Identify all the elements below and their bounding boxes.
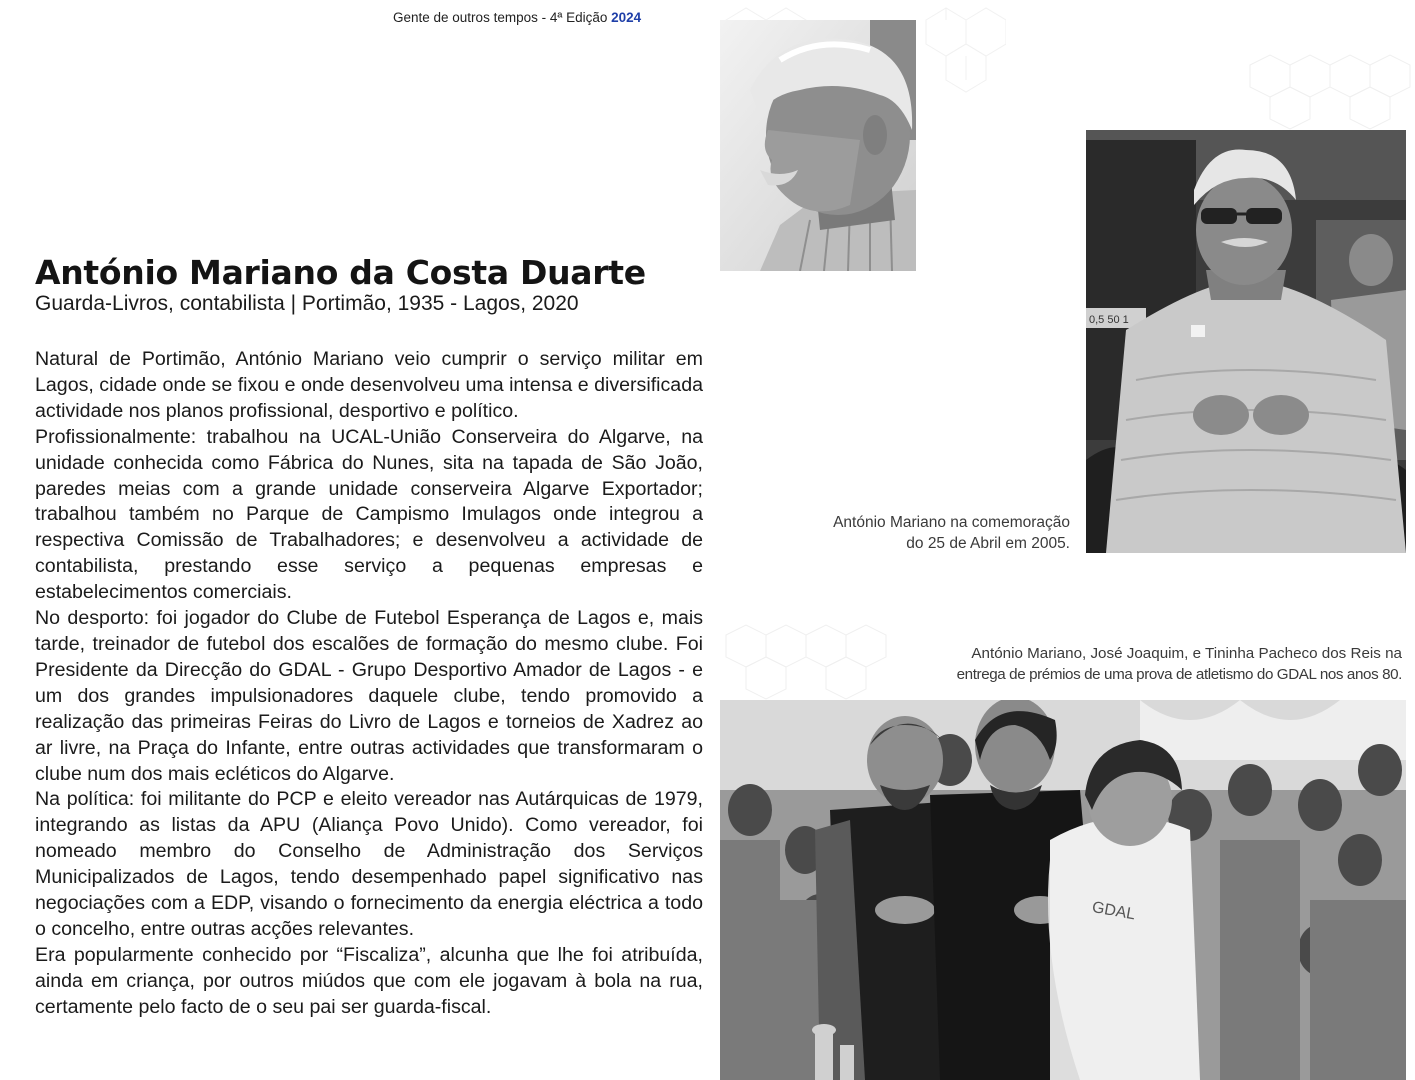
series-title: Gente de outros tempos - 4ª Edição <box>393 10 608 25</box>
biography-paragraph: No desporto: foi jogador do Clube de Futebol Esperança de Lagos e, mais tarde, treinador de futebol dos escalões de formação do mesmo clube. Foi Presidente da Direcção do GDAL - Grupo Desportivo Amador de Lagos - e um dos grandes impulsionadores daquele clube, tendo promovido a realização das primeiras Feiras do Livro de Lagos e torneios de Xadrez ao ar livre, na Praça do Infante, entre outras actividades que transformaram o clube num dos mais ecléticos do Algarve. <box>35 607 703 785</box>
page-title: António Mariano da Costa Duarte <box>35 253 646 292</box>
biography-paragraph: Era popularmente conhecido por “Fiscaliza”, alcunha que lhe foi atribuída, ainda em criança, por outros miúdos que com ele jogavam à bola na rua, certamente pelo facto de o seu pai ser guarda-fiscal. <box>35 943 703 1018</box>
photo-gdal-prize-giving <box>720 700 1406 1080</box>
caption-line: António Mariano, José Joaquim, e Tininha Pacheco dos Reis na <box>971 645 1402 662</box>
biography-text <box>35 347 703 1021</box>
caption-line: entrega de prémios de uma prova de atletismo do GDAL nos anos 80. <box>956 666 1402 683</box>
biography-paragraph: Profissionalmente: trabalhou na UCAL-União Conserveira do Algarve, na unidade conhecida como Fábrica do Nunes, sita na tapada de São João, paredes meias com a grande unidade conserveira Algarve Exportador; trabalhou também no Parque de Campismo Imulagos onde integrou a respectiva Comissão de Trabalhadores; e desenvolveu a actividade de contabilista, prestando esse serviço a pequenas empresas e estabelecimentos comerciais. <box>35 425 703 604</box>
caption-line: António Mariano na comemoração <box>833 514 1070 531</box>
hexagon-pattern-right <box>1240 50 1415 130</box>
biography-paragraph: Natural de Portimão, António Mariano veio cumprir o serviço militar em Lagos, cidade onde se fixou e onde desenvolveu uma intensa e diversificada actividade nos planos profissional, desportivo e político. <box>35 348 703 422</box>
hexagon-pattern-middle <box>716 620 916 705</box>
portrait-illustration <box>720 20 916 271</box>
background-sign-text: 0,5 50 1 <box>1089 314 1129 326</box>
photo-25-abril-caption <box>770 512 1070 554</box>
page-subtitle: Guarda-Livros, contabilista | Portimão, 1935 - Lagos, 2020 <box>35 292 579 315</box>
edition-year: 2024 <box>611 10 642 25</box>
shirt-lettering: GDAL <box>1090 898 1137 924</box>
photo-gdal-illustration <box>720 700 1406 1080</box>
photo-25-abril-illustration <box>1086 130 1406 553</box>
caption-line: do 25 de Abril em 2005. <box>906 535 1070 552</box>
photo-gdal-caption <box>920 643 1402 685</box>
biography-paragraph: Na política: foi militante do PCP e eleito vereador nas Autárquicas de 1979, integrando as listas da APU (Aliança Povo Unido). Como vereador, foi nomeado membro do Conselho de Administração dos Serviços Municipalizados de Lagos, tendo desempenhado papel significativo nas negociações com a EDP, visando o fornecimento da energia eléctrica a todo o concelho, entre outras acções relevantes. <box>35 788 703 940</box>
portrait-photo <box>720 20 916 271</box>
photo-25-abril <box>1086 130 1406 553</box>
publication-header <box>393 10 641 25</box>
